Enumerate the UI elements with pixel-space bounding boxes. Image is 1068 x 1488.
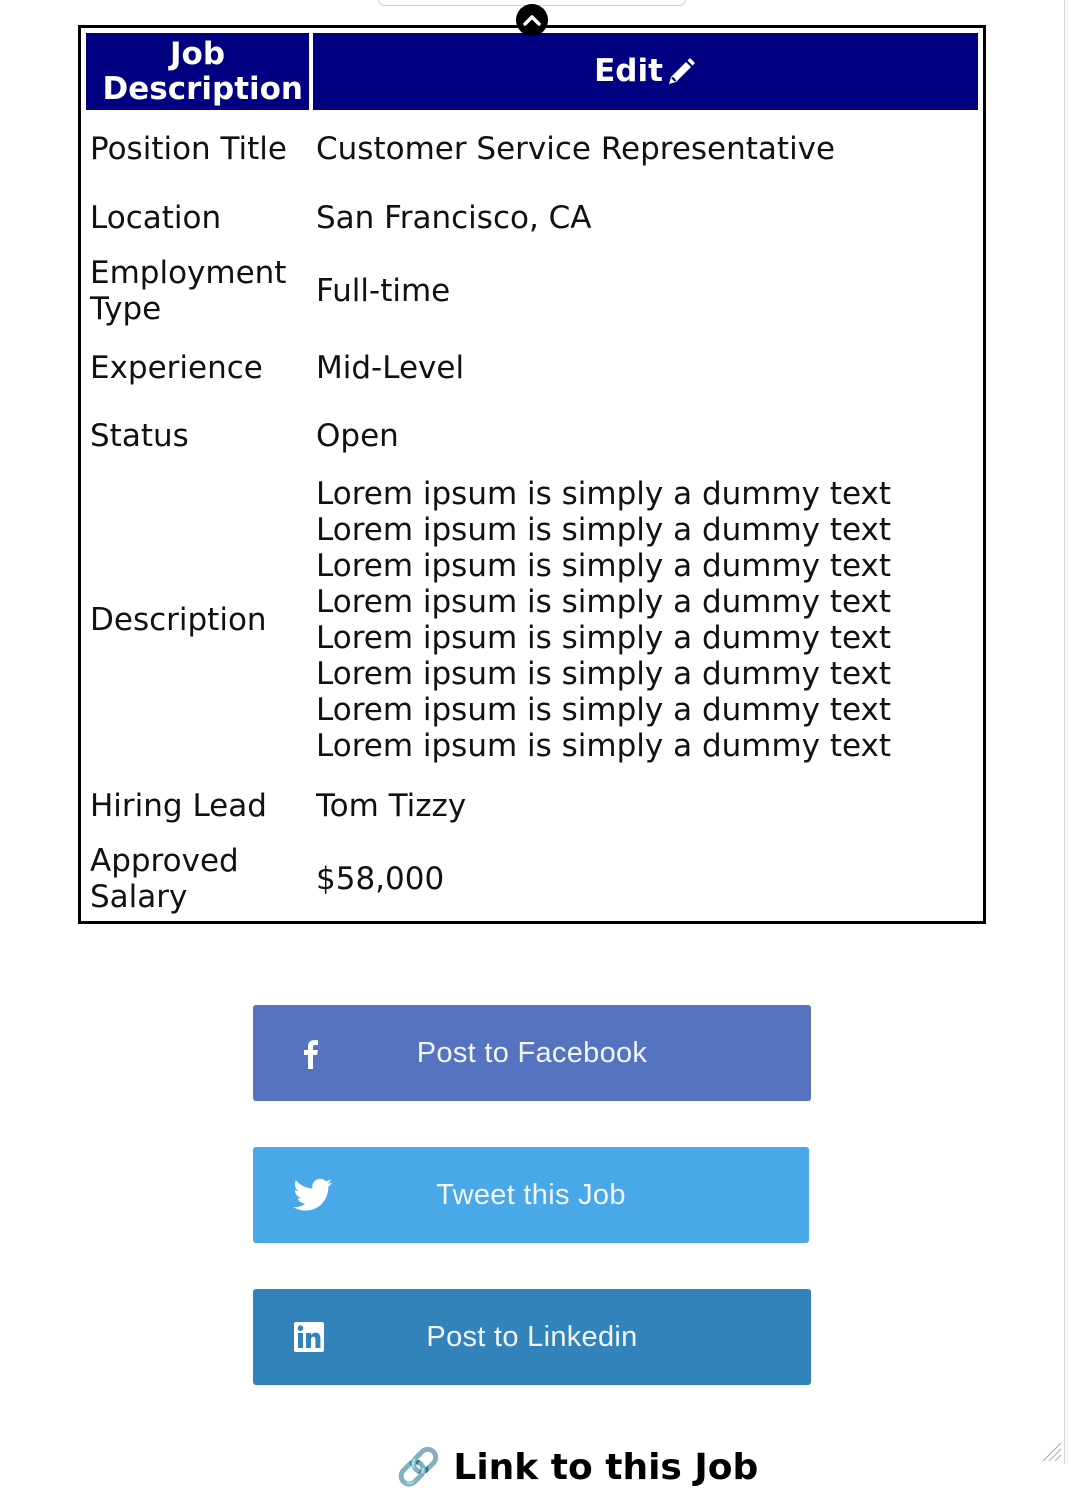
table-row: [90, 254, 977, 328]
pencil-icon: [665, 56, 697, 88]
facebook-icon: [293, 1035, 329, 1071]
row-label: Position Title: [90, 131, 287, 167]
scrollbar[interactable]: [1064, 0, 1068, 1464]
table-row: [90, 472, 977, 768]
table-row: [90, 784, 977, 828]
row-label: Status: [90, 418, 189, 454]
row-label: Location: [90, 200, 222, 236]
link-icon: 🔗: [396, 1447, 441, 1488]
collapse-button[interactable]: [516, 4, 548, 36]
row-label: Employment Type: [90, 255, 287, 327]
table-row: [90, 414, 977, 458]
twitter-button-label: Tweet this Job: [436, 1178, 626, 1211]
chevron-up-icon: [522, 13, 542, 27]
tweet-this-job-button[interactable]: [253, 1147, 809, 1243]
twitter-icon: [293, 1178, 333, 1212]
row-value: $58,000: [316, 861, 445, 897]
resize-grip-icon[interactable]: [1040, 1440, 1062, 1462]
edit-button[interactable]: [313, 33, 978, 110]
row-value: Tom Tizzy: [316, 788, 467, 824]
table-header: [86, 33, 978, 110]
table-row: [90, 196, 977, 240]
link-to-this-job[interactable]: [396, 1446, 758, 1488]
row-value: Mid-Level: [316, 350, 465, 386]
facebook-button-label: Post to Facebook: [416, 1036, 648, 1069]
post-to-facebook-button[interactable]: [253, 1005, 811, 1101]
row-value: Open: [316, 418, 399, 454]
row-label: Approved Salary: [90, 843, 239, 915]
job-description-table: [78, 25, 986, 924]
row-value: San Francisco, CA: [316, 200, 592, 236]
row-value: Full-time: [316, 273, 451, 309]
edit-label: Edit: [594, 53, 663, 89]
linkedin-button-label: Post to Linkedin: [426, 1320, 638, 1353]
table-row: [90, 346, 977, 390]
row-value: Customer Service Representative: [316, 131, 836, 167]
link-to-job-label: Link to this Job: [453, 1447, 759, 1488]
row-label: Experience: [90, 350, 263, 386]
table-row: [90, 842, 977, 916]
row-label: Description: [90, 602, 267, 638]
post-to-linkedin-button[interactable]: [253, 1289, 811, 1385]
row-label: Hiring Lead: [90, 788, 267, 824]
job-description-heading: Job Description: [86, 33, 309, 110]
row-value: Lorem ipsum is simply a dummy text Lorem ipsum is simply a dummy text Lorem ipsum is simply a dummy text Lorem ipsum is simply a dummy text Lorem ipsum is simply a dummy text Lorem ipsum is simply a dummy text Lorem ipsum is simply a dummy text Lorem ipsum is simply a dummy text: [316, 476, 892, 764]
linkedin-icon: [293, 1321, 325, 1353]
table-row: [90, 127, 977, 171]
